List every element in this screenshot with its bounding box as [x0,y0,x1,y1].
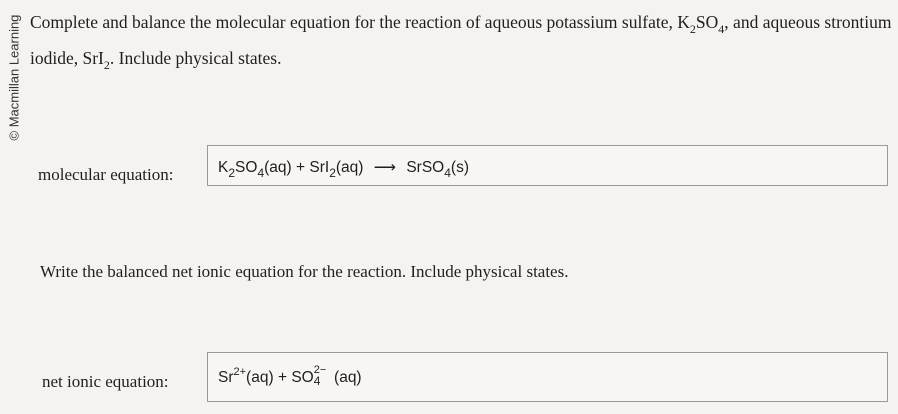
product-strontium-sulfate: SrSO$_4$(s) [406,159,469,180]
reactant-potassium-sulfate: $K_2SO_4(aq)$ [218,159,292,180]
formula-potassium-sulfate: $K_2SO_4$ [677,12,725,36]
question-prompt-line-1: Complete and balance the molecular equation for the reaction of aqueous potassium sulfate, $K_2SO_4$, and aqueous strontium [30,12,892,36]
copyright-watermark: © Macmillan Learning [6,14,22,141]
net-ionic-question: Write the balanced net ionic equation for the reaction. Include physical states. [40,262,569,281]
molecular-equation-label: molecular equation: [38,165,174,184]
molecular-equation-input[interactable] [207,145,888,186]
question-prompt-line-2: iodide, SrI$_2$. Include physical states. [30,48,282,72]
plus-sign: + [277,369,287,386]
reactant-strontium-iodide: SrI$_2$(aq) [309,159,364,180]
formula-strontium-iodide: SrI$_2$ [82,48,110,72]
reaction-arrow-icon: ⟶ [373,159,397,176]
net-ionic-equation-input[interactable] [207,352,888,402]
ion-strontium: $Sr^{2+}(aq)$ [218,366,274,386]
net-ionic-equation-label: net ionic equation: [42,372,169,391]
plus-sign: + [296,159,306,176]
ion-sulfate: SO 2− 4 (aq) [291,364,362,388]
